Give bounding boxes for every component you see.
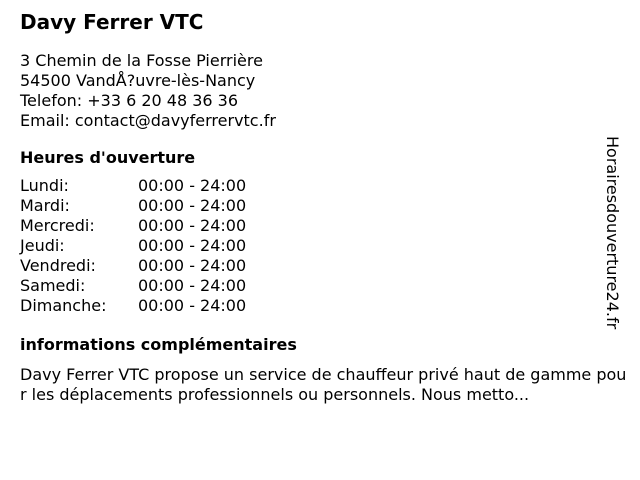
email-address: Email: contact@davyferrervtc.fr bbox=[20, 111, 276, 130]
phone-number: Telefon: +33 6 20 48 36 36 bbox=[20, 91, 239, 110]
hours-day: Vendredi: bbox=[20, 256, 96, 275]
hours-row bbox=[20, 176, 630, 196]
business-name: Davy Ferrer VTC bbox=[20, 10, 204, 34]
opening-hours-list bbox=[20, 176, 630, 316]
hours-time: 00:00 - 24:00 bbox=[138, 216, 247, 235]
address-street: 3 Chemin de la Fosse Pierrière bbox=[20, 51, 263, 70]
hours-row bbox=[20, 216, 630, 236]
hours-row bbox=[20, 196, 630, 216]
hours-time: 00:00 - 24:00 bbox=[138, 276, 247, 295]
hours-time: 00:00 - 24:00 bbox=[138, 256, 247, 275]
address-city: 54500 VandÅ?uvre-lès-Nancy bbox=[20, 71, 256, 90]
site-watermark: Horairesdouverture24.fr bbox=[603, 136, 622, 330]
hours-row bbox=[20, 236, 630, 256]
opening-hours-title: Heures d'ouverture bbox=[20, 148, 196, 167]
hours-row bbox=[20, 296, 630, 316]
hours-row bbox=[20, 276, 630, 296]
hours-day: Mardi: bbox=[20, 196, 70, 215]
hours-day: Lundi: bbox=[20, 176, 69, 195]
hours-day: Jeudi: bbox=[20, 236, 65, 255]
hours-day: Samedi: bbox=[20, 276, 86, 295]
hours-time: 00:00 - 24:00 bbox=[138, 176, 247, 195]
hours-day: Mercredi: bbox=[20, 216, 95, 235]
hours-time: 00:00 - 24:00 bbox=[138, 196, 247, 215]
hours-time: 00:00 - 24:00 bbox=[138, 236, 247, 255]
business-description: Davy Ferrer VTC propose un service de chauffeur privé haut de gamme pour les déplacements professionnels ou personnels. Nous metto... bbox=[20, 365, 627, 404]
additional-info-title: informations complémentaires bbox=[20, 335, 297, 354]
hours-row bbox=[20, 256, 630, 276]
business-card bbox=[20, 9, 630, 405]
hours-day: Dimanche: bbox=[20, 296, 107, 315]
hours-time: 00:00 - 24:00 bbox=[138, 296, 247, 315]
